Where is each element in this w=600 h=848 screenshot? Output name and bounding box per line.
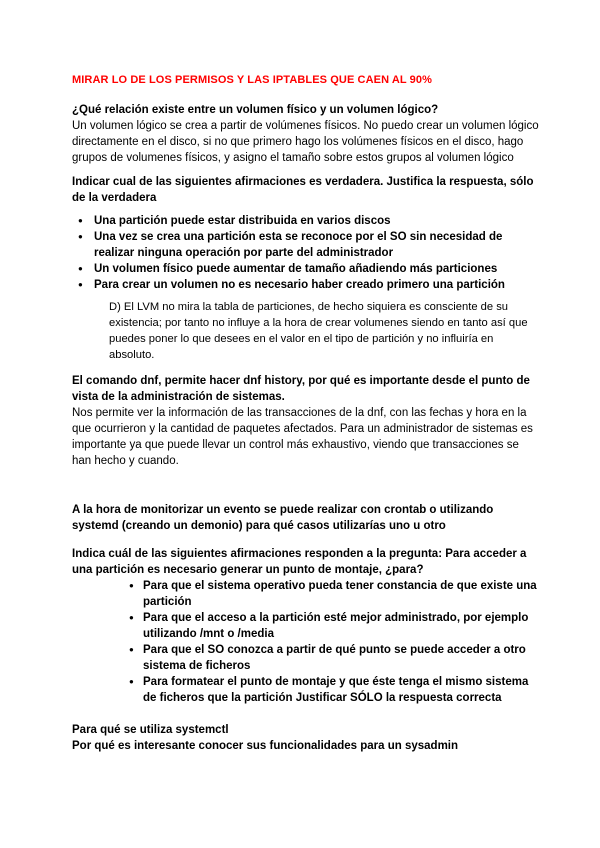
q5-option-a: ● Para que el sistema operativo pueda tener constancia de que existe una partición bbox=[72, 578, 540, 610]
q6-block bbox=[72, 722, 540, 754]
q3-answer: Nos permite ver la información de las transacciones de la dnf, con las fechas y hora en la que ocurrieron y la cantidad de paquetes afectados. Para un administrador de sistemas es importante ya que puede llevar un control más exhaustivo, viendo que transacciones se han hecho y cuando. bbox=[72, 407, 533, 467]
q2-block bbox=[72, 174, 540, 293]
q2-option-d: ● Para crear un volumen no es necesario haber creado primero una partición bbox=[72, 277, 540, 293]
q1-answer: Un volumen lógico se crea a partir de volúmenes físicos. No puedo crear un volumen lógico directamente en el disco, si no que primero hago los volúmenes físicos en el disco, hago grupos de volumenes físicos, y asigno el tamaño sobre estos grupos al volumen lógico bbox=[72, 120, 539, 164]
q3-question: El comando dnf, permite hacer dnf history, por qué es importante desde el punto de vista de la administración de sistemas. bbox=[72, 375, 530, 403]
q2-options bbox=[72, 213, 540, 293]
q6-line2: Por qué es interesante conocer sus funcionalidades para un sysadmin bbox=[72, 740, 459, 752]
page-heading: MIRAR LO DE LOS PERMISOS Y LAS IPTABLES QUE CAEN AL 90% bbox=[72, 74, 432, 86]
q5-option-c: ● Para que el SO conozca a partir de qué punto se puede acceder a otro sistema de ficheros bbox=[72, 642, 540, 674]
q1-question: ¿Qué relación existe entre un volumen físico y un volumen lógico? bbox=[72, 104, 439, 116]
q2-option-b: ● Una vez se crea una partición esta se reconoce por el SO sin necesidad de realizar ninguna operación por parte del administrador bbox=[72, 229, 540, 261]
q5-option-d: ● Para formatear el punto de montaje y que éste tenga el mismo sistema de ficheros que la partición Justificar SÓLO la respuesta correcta bbox=[72, 674, 540, 706]
q4-question: A la hora de monitorizar un evento se puede realizar con crontab o utilizando systemd (creando un demonio) para qué casos utilizarías uno u otro bbox=[72, 504, 494, 532]
q2-answer: D) El LVM no mira la tabla de particiones, de hecho siquiera es consciente de su existencia; por tanto no influye a la hora de crear volumenes siendo en tanto así que puedes poner lo que desees en el valor en el tipo de partición y no influiría en absoluto. bbox=[109, 301, 528, 361]
q2-question: Indicar cual de las siguientes afirmaciones es verdadera. Justifica la respuesta, sólo de la verdadera bbox=[72, 176, 534, 204]
q2-option-a: ● Una partición puede estar distribuida en varios discos bbox=[72, 213, 540, 229]
q3-block bbox=[72, 373, 540, 469]
q1-block bbox=[72, 102, 540, 166]
q5-question: Indica cuál de las siguientes afirmaciones responden a la pregunta: Para acceder a una partición es necesario generar un punto de montaje, ¿para? bbox=[72, 548, 527, 576]
q2-option-c: ● Un volumen físico puede aumentar de tamaño añadiendo más particiones bbox=[72, 261, 540, 277]
q5-options bbox=[72, 578, 540, 706]
q5-option-b: ● Para que el acceso a la partición esté mejor administrado, por ejemplo utilizando /mnt o /media bbox=[72, 610, 540, 642]
q6-line1: Para qué se utiliza systemctl bbox=[72, 724, 229, 736]
q5-block bbox=[72, 546, 540, 706]
